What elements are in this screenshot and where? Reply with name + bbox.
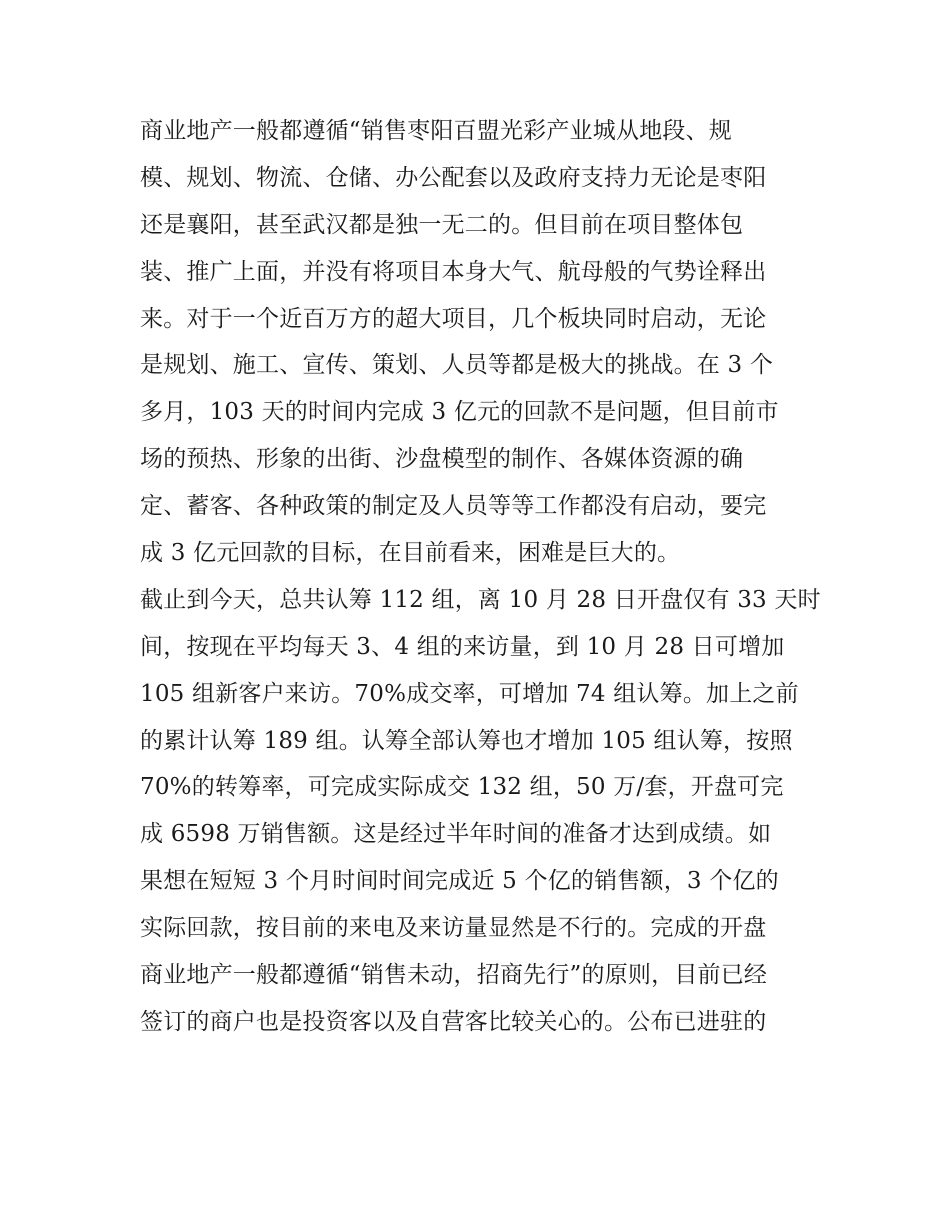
text-line: 105 组新客户来访。70%成交率，可增加 74 组认筹。加上之前 [140, 680, 799, 707]
text-line: 来。对于一个近百万方的超大项目，几个板块同时启动，无论 [140, 305, 767, 332]
text-line: 装、推广上面，并没有将项目本身大气、航母般的气势诠释出 [140, 258, 767, 285]
text-line: 间，按现在平均每天 3、4 组的来访量，到 10 月 28 日可增加 [140, 633, 785, 660]
text-line: 70%的转筹率，可完成实际成交 132 组，50 万/套，开盘可完 [140, 774, 784, 801]
text-line: 实际回款，按目前的来电及来访量显然是不行的。完成的开盘 [140, 915, 767, 942]
text-line: 模、规划、物流、仓储、办公配套以及政府支持力无论是枣阳 [140, 164, 767, 191]
text-line: 还是襄阳，甚至武汉都是独一无二的。但目前在项目整体包 [140, 211, 744, 238]
text-line: 场的预热、形象的出街、沙盘模型的制作、各媒体资源的确 [140, 446, 744, 473]
text-line: 多月，103 天的时间内完成 3 亿元的回款不是问题，但目前市 [140, 399, 779, 426]
text-line: 成 6598 万销售额。这是经过半年时间的准备才达到成绩。如 [140, 821, 772, 848]
text-line: 签订的商户也是投资客以及自营客比较关心的。公布已进驻的 [140, 1008, 767, 1035]
text-line: 商业地产一般都遵循“销售枣阳百盟光彩产业城从地段、规 [140, 118, 732, 144]
text-line: 定、蓄客、各种政策的制定及人员等等工作都没有启动，要完 [140, 493, 767, 520]
body-text [140, 108, 820, 1046]
text-line: 是规划、施工、宣传、策划、人员等都是极大的挑战。在 3 个 [140, 352, 774, 379]
text-line: 商业地产一般都遵循“销售未动，招商先行”的原则，目前已经 [140, 962, 768, 989]
text-line: 果想在短短 3 个月时间时间完成近 5 个亿的销售额，3 个亿的 [140, 868, 779, 895]
text-line: 截止到今天，总共认筹 112 组，离 10 月 28 日开盘仅有 33 天时 [140, 586, 821, 613]
text-line: 成 3 亿元回款的目标，在目前看来，困难是巨大的。 [140, 540, 681, 567]
text-line: 的累计认筹 189 组。认筹全部认筹也才增加 105 组认筹，按照 [140, 727, 793, 754]
